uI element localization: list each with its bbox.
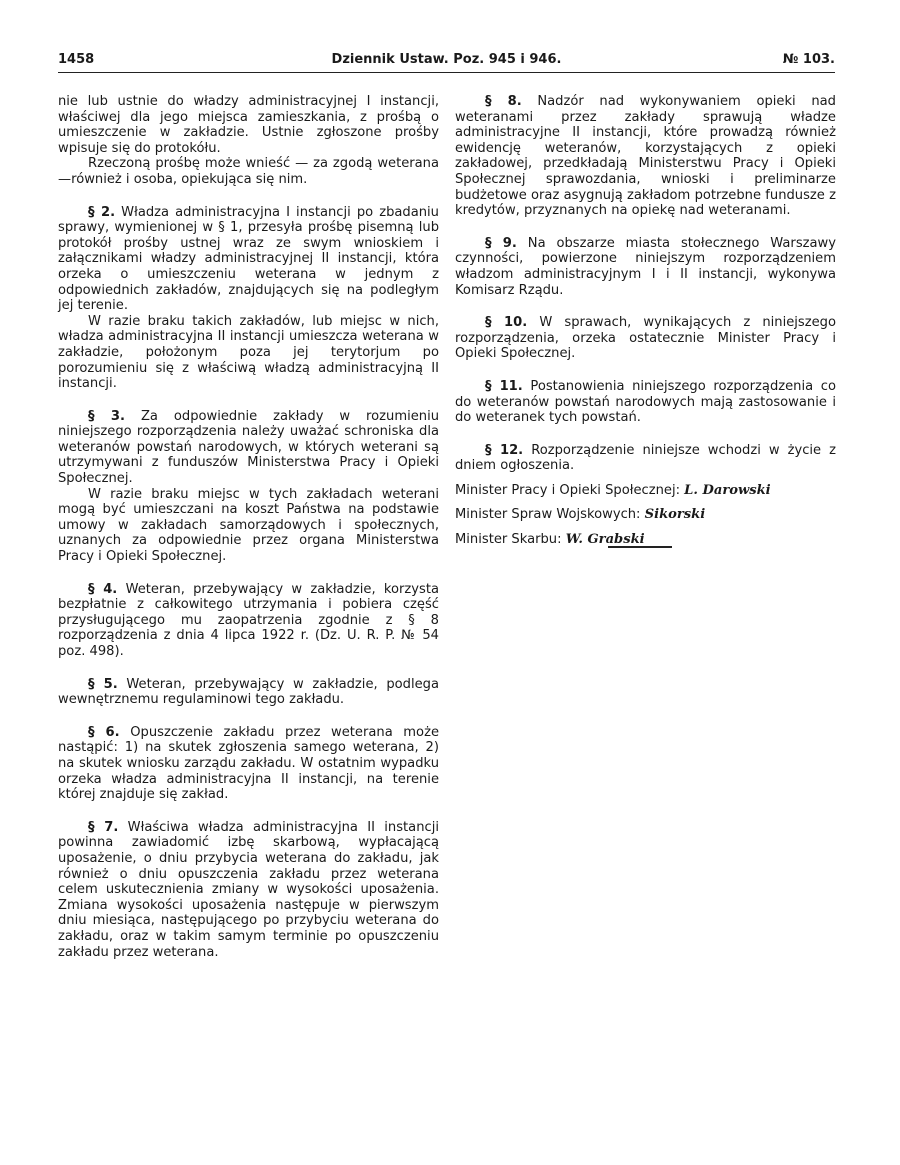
- signature-name: L. Darowski: [684, 482, 771, 498]
- signature-name: Sikorski: [644, 507, 706, 523]
- section-11: [455, 379, 836, 426]
- section-label: § 5.: [88, 676, 118, 692]
- section-label: § 8.: [485, 94, 522, 109]
- page-header: [58, 52, 835, 74]
- section-8: [455, 94, 836, 219]
- signature-line: [455, 507, 836, 523]
- left-column: [58, 94, 439, 960]
- section-7: [58, 820, 439, 960]
- section-6: [58, 725, 439, 803]
- header-rule: [58, 72, 835, 73]
- section-text: Za odpowiednie zakłady w rozumieniu niniejszego rozporządzenia należy uważać schroniska dla weteranów powstań narodowych, w których weterani są utrzymywani z funduszów Ministerstwa Pracy i Opieki Społecznej.: [58, 408, 440, 487]
- end-rule: [608, 546, 672, 548]
- section-5: [58, 677, 439, 708]
- section-label: § 12.: [485, 442, 524, 458]
- paragraph: W razie braku miejsc w tych zakładach weterani mogą być umieszczani na koszt Państwa na podstawie umowy w zakładach samorządowych i społecznych, uznanych za odpowiednie przez organa Ministerstwa Pracy i Opieki Społecznej.: [58, 486, 439, 565]
- section-text: Rozporządzenie niniejsze wchodzi w życie z dniem ogłoszenia.: [455, 442, 836, 474]
- section-4: [58, 582, 439, 660]
- paragraph: nie lub ustnie do władzy administracyjnej I instancji, właściwej dla jego miejsca zamieszkania, z prośbą o umieszczenie w zakładzie. Ustnie zgłoszone prośby wpisuje się do protokółu.: [58, 94, 439, 156]
- section-text: Właściwa władza administracyjna II instancji powinna zawiadomić izbę skarbową, wypłacającą uposażenie, o dniu przybycia weterana do zakładu, jak również o dniu opuszczenia zakładu przez weterana celem uskutecznienia zmiany w wysokości uposażenia. Zmiana wysokości uposażenia następuje w pierwszym dniu miesiąca, następującego po przybyciu weterana do zakładu, oraz w takim samym terminie po opuszczeniu zakładu przez weterana.: [58, 819, 439, 960]
- section-text: Opuszczenie zakładu przez weterana może nastąpić: 1) na skutek zgłoszenia samego weterana, 2) na skutek wniosku zarządu zakładu. W ostatnim wypadku orzeka władza administracyjna II instancji, na terenie której znajduje się zakład.: [58, 724, 439, 803]
- section-12: [455, 443, 836, 474]
- section-text: W sprawach, wynikających z niniejszego rozporządzenia, orzeka ostatecznie Minister Pracy i Opieki Społecznej.: [455, 315, 836, 362]
- section-10: [455, 315, 836, 362]
- section-text: Postanowienia niniejszego rozporządzenia co do weteranów powstań narodowych mają zastosowanie i do weteranek tych powstań.: [455, 378, 836, 426]
- section-label: § 2.: [88, 204, 116, 220]
- right-column: [455, 94, 836, 548]
- section-label: § 11.: [485, 378, 523, 394]
- section-3: [58, 409, 439, 487]
- section-label: § 3.: [88, 408, 125, 424]
- section-label: § 7.: [88, 819, 119, 835]
- signature-role: Minister Spraw Wojskowych:: [455, 507, 641, 523]
- paragraph: W razie braku takich zakładów, lub miejsc w nich, władza administracyjna II instancji umieszcza weterana w zakładzie, położonym poza jej terytorjum po porozumieniu się z właściwą władzą administracyjną II instancji.: [58, 313, 439, 392]
- section-label: § 6.: [88, 724, 120, 740]
- signature-name: W. Grabski: [565, 532, 645, 548]
- section-text: Władza administracyjna I instancji po zbadaniu sprawy, wymienionej w § 1, przesyła prośbę pisemną lub protokół prośby ustnej wraz ze swym wnioskiem i załącznikami władzy administracyjnej II instancji, która orzeka o umieszczeniu weterana w jednym z odpowiednich zakładów, znajdujących się na podległym jej terenie.: [58, 204, 439, 314]
- section-2: [58, 205, 439, 314]
- section-label: § 10.: [485, 315, 528, 331]
- paragraph: Rzeczoną prośbę może wnieść — za zgodą weterana—również i osoba, opiekująca się nim.: [58, 156, 439, 187]
- section-text: Nadzór nad wykonywaniem opieki nad weteranami przez zakłady sprawują władze administracyjne II instancji, które prowadzą również ewidencję weteranów, korzystających z opieki zakładowej, przedkładają Ministerstwu Pracy i Opieki Społecznej sprawozdania, wnioski i preliminarze budżetowe oraz asygnują zakładom potrzebne fundusze z kredytów, przyznanych na opiekę nad weteranami.: [455, 94, 836, 219]
- page-number: 1458: [58, 52, 95, 67]
- section-text: Na obszarze miasta stołecznego Warszawy czynności, powierzone niniejszym rozporządzeniem władzom administracyjnym I i II instancji, wykonywa Komisarz Rządu.: [455, 235, 836, 298]
- section-text: Weteran, przebywający w zakładzie, korzysta bezpłatnie z całkowitego utrzymania i pobiera część przysługującego mu zaopatrzenia zgodnie z § 8 rozporządzenia z dnia 4 lipca 1922 r. (Dz. U. R. P. № 54 poz. 498).: [58, 581, 439, 659]
- issue-number: № 103.: [782, 52, 835, 67]
- section-label: § 4.: [88, 581, 118, 597]
- signature-role: Minister Skarbu:: [455, 532, 562, 548]
- section-label: § 9.: [485, 235, 517, 251]
- journal-title: Dziennik Ustaw. Poz. 945 i 946.: [331, 52, 562, 67]
- signature-role: Minister Pracy i Opieki Społecznej:: [455, 482, 680, 498]
- section-text: Weteran, przebywający w zakładzie, podlega wewnętrznemu regulaminowi tego zakładu.: [58, 676, 439, 708]
- section-9: [455, 236, 836, 298]
- signature-line: [455, 483, 836, 499]
